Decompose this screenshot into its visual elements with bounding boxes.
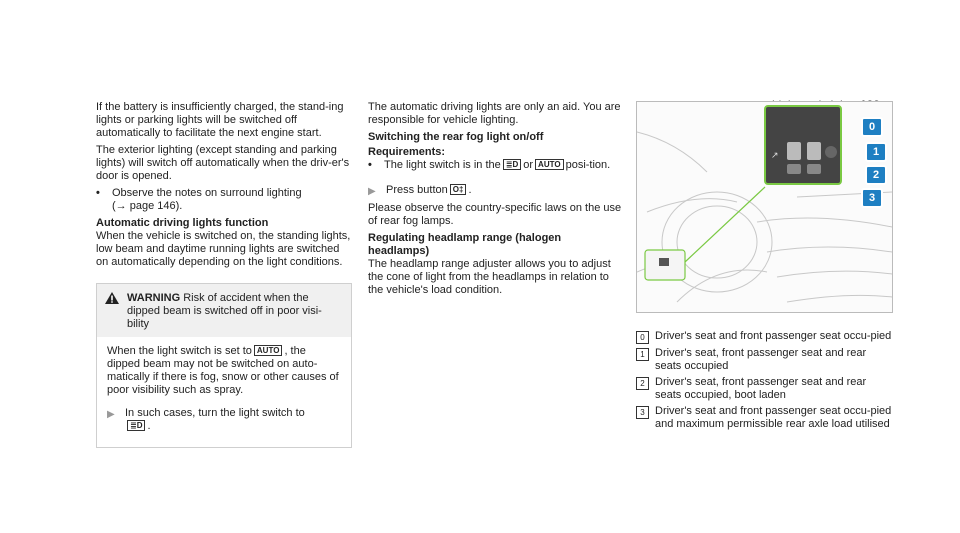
legend-text: Driver's seat, front passenger seat and rear seats occupied (655, 347, 867, 372)
action-arrow-icon: ▶ (107, 409, 115, 420)
heading-headlamp-range: Regulating headlamp range (halogen headlamps) (368, 232, 562, 257)
warning-triangle-icon (105, 292, 119, 304)
exterior-lighting-paragraph: The exterior lighting (except standing and parking lights) will switch off automatically when the driv-er's door is opened. (96, 144, 350, 182)
column-middle (368, 101, 624, 301)
warning-title-block (127, 292, 343, 331)
legend-text: Driver's seat and front passenger seat occu-pied (655, 330, 892, 342)
rear-fog-symbol-icon: O‡ (450, 184, 467, 195)
automatic-aid-paragraph: The automatic driving lights are only an aid. You are responsible for vehicle lighting. (368, 101, 621, 126)
legend-item (636, 405, 892, 431)
low-beam-symbol-icon: ≣D (127, 420, 145, 431)
headlamp-range-paragraph: The headlamp range adjuster allows you to adjust the cone of light from the headlamps in relation to the vehicle's load condition. (368, 258, 611, 296)
auto-symbol-icon: AUTO (254, 345, 283, 356)
warning-title: WARNING (127, 292, 181, 304)
column-right (636, 101, 892, 434)
dashboard-line-drawing (637, 102, 892, 312)
callout-2: 2 (865, 165, 887, 185)
low-beam-symbol-icon: ≣D (503, 159, 521, 170)
legend-item (636, 347, 892, 373)
fog-light-action: ▶ Press button O‡ . (368, 184, 472, 197)
warning-action: ▶ In such cases, turn the light switch to ≣D . (107, 407, 305, 432)
requirements-label: Requirements: (368, 146, 446, 158)
headlamp-range-illustration (636, 101, 893, 313)
legend-text: Driver's seat, front passenger seat and rear seats occupied, boot laden (655, 376, 867, 401)
warning-box (96, 283, 352, 448)
fog-law-paragraph: Please observe the country-specific laws on the use of rear fog lamps. (368, 202, 622, 227)
page-reference-link[interactable]: (→ page 146). (112, 200, 183, 212)
legend-list (636, 330, 892, 431)
automatic-lights-paragraph: When the vehicle is switched on, the standing lights, low beam and daytime running lights are switched on automatically depending on the light conditions. (96, 230, 351, 268)
legend-number: 0 (636, 331, 649, 344)
legend-number: 3 (636, 406, 649, 419)
callout-3: 3 (861, 188, 883, 208)
battery-paragraph: If the battery is insufficiently charged, the stand-ing lights or parking lights will be switched off automatically to facilitate the next engine start. (96, 101, 344, 139)
warning-body: When the light switch is set to AUTO , the dipped beam may not be switched on auto-matically if there is fog, snow or other causes of poor visibility such as spray. ▶ In such cases, turn the light switch to ≣D . (97, 337, 351, 447)
action-arrow-icon: ▶ (368, 186, 376, 197)
auto-symbol-icon: AUTO (535, 159, 564, 170)
legend-text: Driver's seat and front passenger seat occu-pied and maximum permissible rear axle load utilised (655, 405, 892, 430)
requirement-item: • The light switch is in the ≣D or AUTO posi-tion. (368, 159, 611, 171)
column-left (96, 101, 352, 448)
callout-1: 1 (865, 142, 887, 162)
control-panel-closeup (765, 106, 841, 184)
warning-title-text: Risk of accident when the dipped beam is switched off in poor visi-bility (127, 292, 322, 330)
bullet-icon: • (96, 187, 100, 199)
warning-header (97, 284, 351, 337)
bullet-surround-lighting (96, 187, 352, 213)
heading-rear-fog-light: Switching the rear fog light on/off (368, 131, 544, 143)
legend-number: 2 (636, 377, 649, 390)
bullet-icon: • (368, 159, 372, 171)
heading-automatic-driving-lights: Automatic driving lights function (96, 217, 269, 229)
callout-0: 0 (861, 117, 883, 137)
legend-number: 1 (636, 348, 649, 361)
legend-item (636, 376, 892, 402)
bullet-text: Observe the notes on surround lighting (→ page 146). (112, 187, 302, 212)
svg-text:↗: ↗ (771, 151, 779, 161)
legend-item (636, 330, 892, 344)
